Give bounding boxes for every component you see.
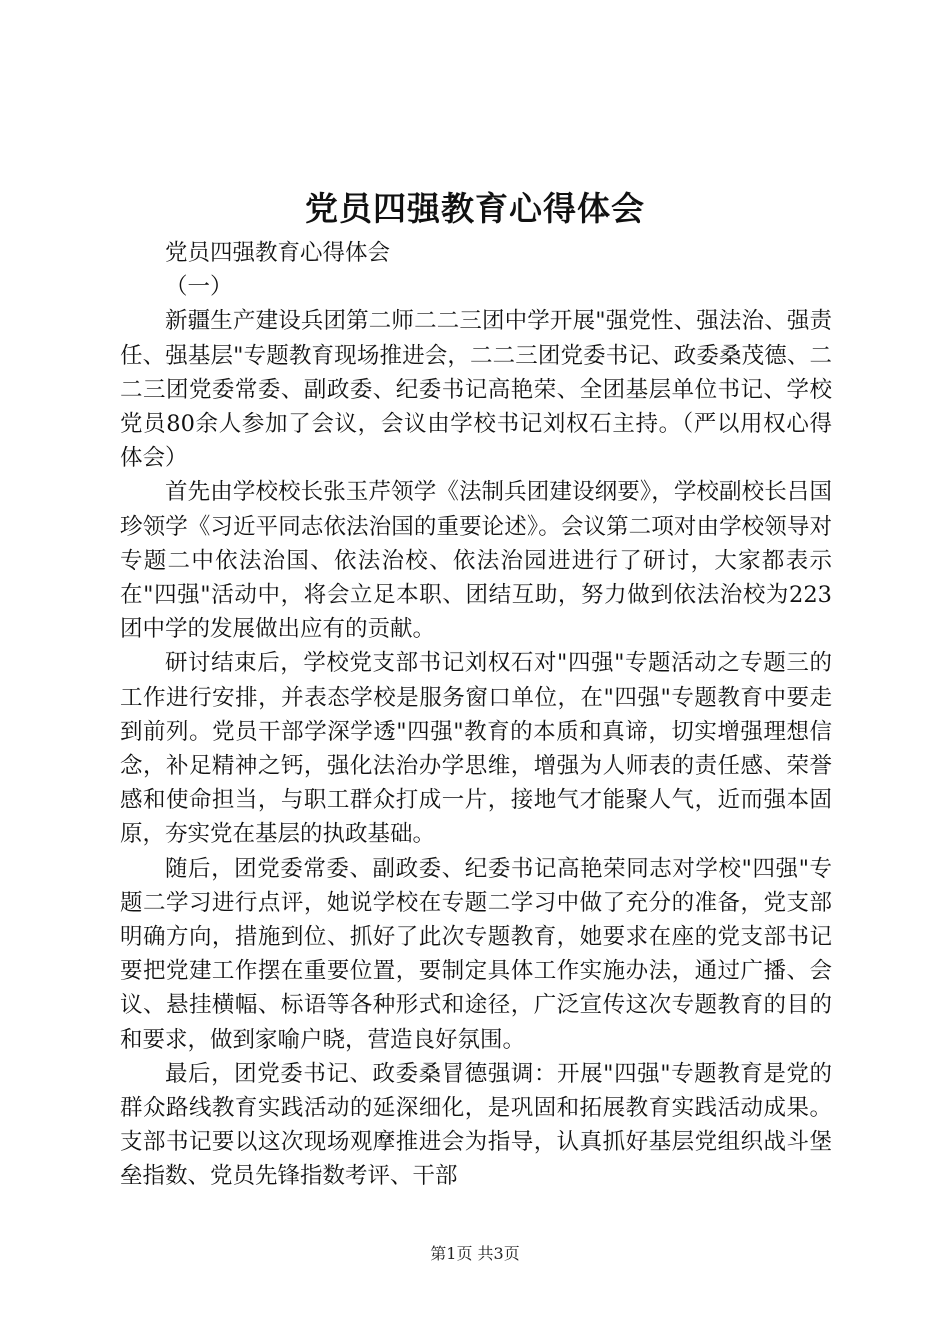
document-title: 党员四强教育心得体会 (305, 189, 645, 228)
body-paragraph: 研讨结束后，学校党支部书记刘权石对"四强"专题活动之专题三的工作进行安排，并表态学校是服务窗口单位，在"四强"专题教育中要走到前列。党员干部学深学透"四强"教育的本质和真谛，切实增强理想信念，补足精神之钙，强化法治办学思维，增强为人师表的责任感、荣誉感和使命担当，与职工群众打成一片，接地气才能聚人气，近而强本固原，夯实党在基层的执政基础。 (120, 650, 832, 848)
page-number-footer: 第1页 共3页 (430, 1244, 520, 1263)
body-paragraph: 首先由学校校长张玉芹领学《法制兵团建设纲要》，学校副校长吕国珍领学《习近平同志依法治国的重要论述》。会议第二项对由学校领导对专题二中依法治国、依法治校、依法治园进进行了研讨，大家都表示在"四强"活动中，将会立足本职、团结互助，努力做到依法治校为223团中学的发展做出应有的贡献。 (120, 479, 832, 643)
document-subtitle: 党员四强教育心得体会 (165, 240, 391, 266)
body-paragraph: 新疆生产建设兵团第二师二二三团中学开展"强党性、强法治、强责任、强基层"专题教育现场推进会，二二三团党委书记、政委桑茂德、二二三团党委常委、副政委、纪委书记高艳荣、全团基层单位书记、学校党员80余人参加了会议，会议由学校书记刘权石主持。（严以用权心得体会） (120, 308, 832, 472)
body-paragraph: 最后，团党委书记、政委桑冒德强调：开展"四强"专题教育是党的群众路线教育实践活动的延深细化，是巩固和拓展教育实践活动成果。支部书记要以这次现场观摩推进会为指导，认真抓好基层党组织战斗堡垒指数、党员先锋指数考评、干部 (120, 1060, 832, 1190)
section-number: （一） (165, 274, 233, 301)
body-paragraph: 随后，团党委常委、副政委、纪委书记高艳荣同志对学校"四强"专题二学习进行点评，她说学校在专题二学习中做了充分的准备，党支部明确方向，措施到位、抓好了此次专题教育，她要求在座的党支部书记要把党建工作摆在重要位置，要制定具体工作实施办法，通过广播、会议、悬挂横幅、标语等各种形式和途径，广泛宣传这次专题教育的目的和要求，做到家喻户晓，营造良好氛围。 (120, 855, 832, 1053)
document-body (120, 236, 832, 1194)
